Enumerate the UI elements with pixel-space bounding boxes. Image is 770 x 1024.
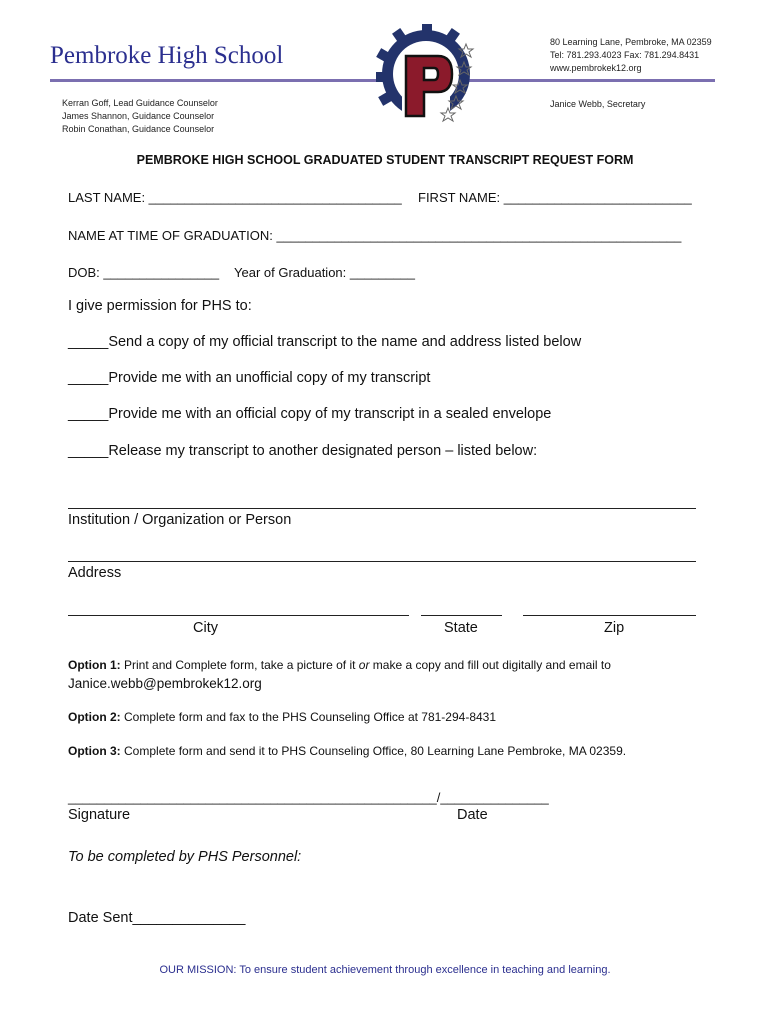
- option1-label: Option 1:: [68, 658, 121, 672]
- last-name-field[interactable]: LAST NAME: ___________________________________: [68, 190, 402, 205]
- counselor-1: Kerran Goff, Lead Guidance Counselor: [62, 98, 218, 108]
- institution-label: Institution / Organization or Person: [68, 512, 292, 528]
- option1-text-a: Print and Complete form, take a picture of it: [124, 658, 359, 672]
- option1-or: or: [358, 658, 370, 672]
- option2-label: Option 2:: [68, 710, 121, 724]
- address-line: 80 Learning Lane, Pembroke, MA 02359: [550, 37, 712, 47]
- zip-line[interactable]: [523, 615, 696, 616]
- option3-text: Complete form and send it to PHS Counseling Office, 80 Learning Lane Pembroke, MA 02359.: [124, 744, 627, 758]
- contact-block: [550, 36, 712, 75]
- form-title: PEMBROKE HIGH SCHOOL GRADUATED STUDENT TRANSCRIPT REQUEST FORM: [136, 153, 634, 167]
- address-line-input[interactable]: [68, 561, 696, 562]
- state-line[interactable]: [421, 615, 502, 616]
- permission-intro: I give permission for PHS to:: [68, 298, 252, 314]
- city-line[interactable]: [68, 615, 409, 616]
- name-at-graduation-field[interactable]: NAME AT TIME OF GRADUATION: ________________________________________________________: [68, 228, 682, 243]
- option-release-designated[interactable]: _____Release my transcript to another designated person – listed below:: [68, 443, 538, 459]
- date-label: Date: [457, 807, 488, 823]
- year-of-graduation-field[interactable]: Year of Graduation: _________: [234, 265, 415, 280]
- logo-letter: P: [376, 22, 377, 23]
- option-send-official[interactable]: _____Send a copy of my official transcript to the name and address listed below: [68, 334, 582, 350]
- school-name: Pembroke High School: [50, 42, 284, 69]
- counselor-2: James Shannon, Guidance Counselor: [62, 111, 215, 121]
- counselor-list: [62, 97, 218, 136]
- option3-label: Option 3:: [68, 744, 121, 758]
- first-name-field[interactable]: FIRST NAME: __________________________: [418, 190, 692, 205]
- counselor-3: Robin Conathan, Guidance Counselor: [62, 124, 215, 134]
- state-label: State: [444, 620, 478, 636]
- phone-fax-line: Tel: 781.293.4023 Fax: 781.294.8431: [550, 50, 700, 60]
- dob-field[interactable]: DOB: ________________: [68, 265, 220, 280]
- option1-text-b: make a copy and fill out digitally and email to: [369, 658, 611, 672]
- option2-instruction: [68, 710, 496, 724]
- mission-statement: OUR MISSION: To ensure student achievement through excellence in teaching and learning.: [159, 964, 611, 976]
- school-logo: [376, 22, 486, 127]
- institution-line[interactable]: [68, 508, 696, 509]
- option1-email[interactable]: Janice.webb@pembrokek12.org: [68, 676, 262, 691]
- secretary-name: Janice Webb, Secretary: [550, 99, 646, 109]
- personnel-note: To be completed by PHS Personnel:: [68, 849, 302, 865]
- date-sent-field[interactable]: Date Sent______________: [68, 910, 246, 926]
- website-link[interactable]: www.pembrokek12.org: [550, 63, 642, 73]
- signature-label: Signature: [68, 807, 131, 823]
- option-unofficial-copy[interactable]: _____Provide me with an unofficial copy of my transcript: [68, 370, 431, 386]
- option2-text: Complete form and fax to the PHS Counseling Office at 781-294-8431: [124, 710, 497, 724]
- option1-instruction: [68, 658, 611, 672]
- option-sealed-envelope[interactable]: _____Provide me with an official copy of my transcript in a sealed envelope: [68, 406, 552, 422]
- option3-instruction: [68, 744, 626, 758]
- zip-label: Zip: [604, 620, 625, 636]
- header-rule-right: [455, 79, 715, 82]
- city-label: City: [193, 620, 218, 636]
- address-label: Address: [68, 565, 122, 581]
- signature-date-line[interactable]: ___________________________________________________/_______________: [68, 790, 549, 805]
